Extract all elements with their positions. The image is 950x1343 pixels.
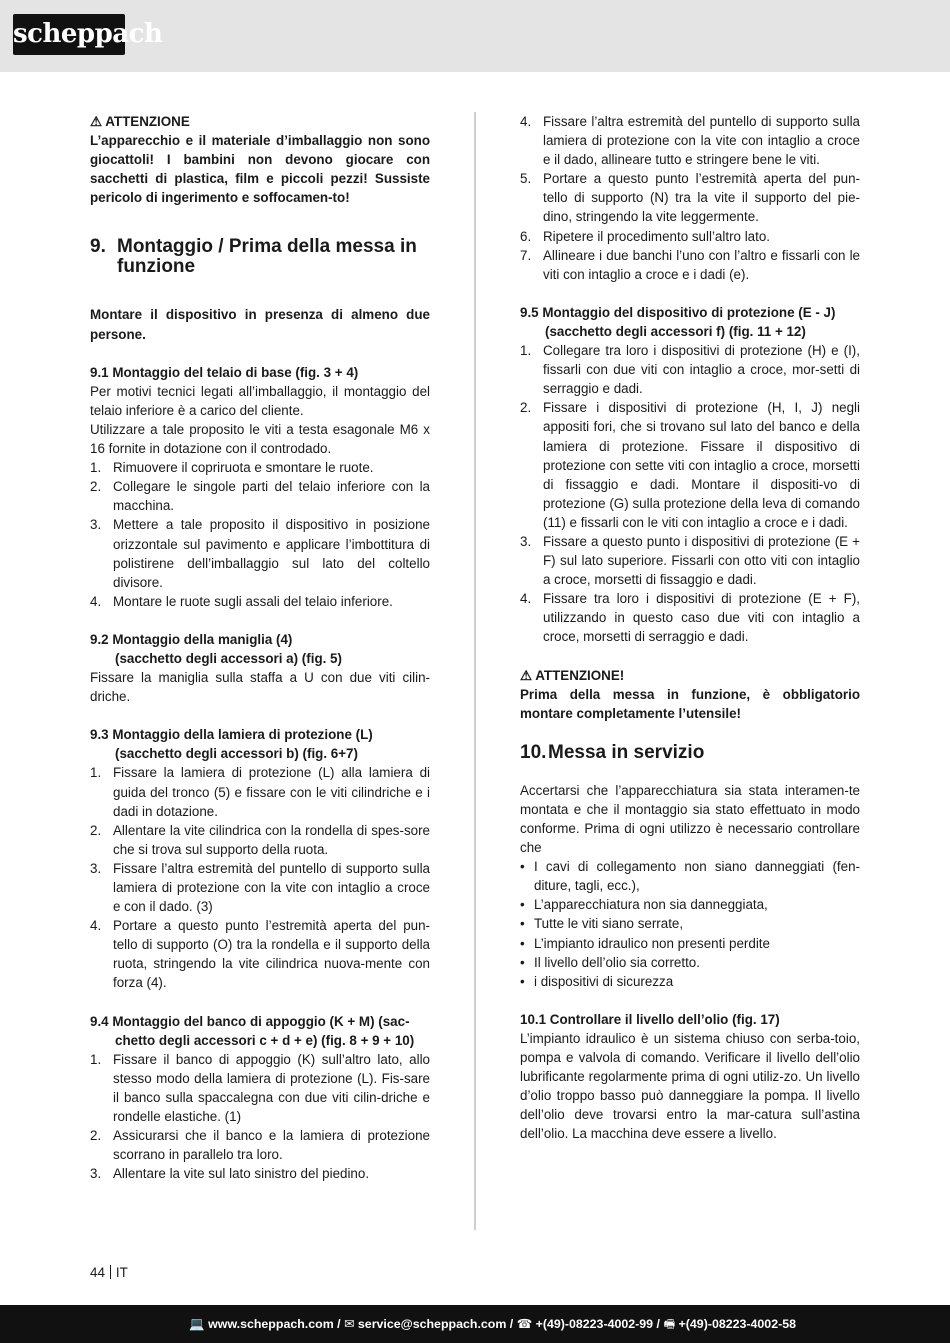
list-item: 4. Montare le ruote sugli assali del telaio inferiore. (90, 593, 393, 609)
subsection-10-1-title: 10.1 Controllare il livello dell’olio (fig. 17) (520, 1011, 780, 1027)
section-9-title: Montaggio / Prima della messa in funzione (117, 236, 417, 278)
list-item: 4. Fissare tra loro i dispositivi di protezione (E + F), utilizzando in questo caso due viti con intaglio a croce, morsetti di serraggio e dadi. (520, 591, 860, 645)
subsection-9-5-title: 9.5 Montaggio del dispositivo di protezione (E - J) (sacchetto degli accessori f) (fig. 11 + 12) (520, 304, 836, 339)
list-item: 2. Fissare i dispositivi di protezione (H, I, J) negli appositi fori, che si trovano sul lato del banco e della lamiera di protezione. Fissare il dispositivo di protezione con sette viti con intaglio a croce, morsetti di fissaggio e dadi. Montare il dispositi-vo di protezione (G) sulla protezione della leva di comando (11) e fissarli con le viti con intaglio a croce e i dadi. (520, 400, 860, 530)
subsection-9-3-title: 9.3 Montaggio della lamiera di protezione (L) (sacchetto degli accessori b) (fig. 6+7) (90, 727, 373, 762)
footer-fax: +(49)-08223-4002-58 (678, 1317, 796, 1331)
list-item: 2. Allentare la vite cilindrica con la rondella di spes-sore che si trova sul supporto della ruota. (90, 822, 430, 857)
footer-website-link[interactable]: www.scheppach.com / (208, 1317, 341, 1331)
list-item: 1. Fissare la lamiera di protezione (L) alla lamiera di guida del tronco (5) e fissare con le viti cilindriche e i dadi in dotazione. (90, 765, 430, 819)
subsection-10-1-para: L’impianto idraulico è un sistema chiuso con serba-toio, pompa e valvola di comando. Verificare il livello dell’olio lubrificante regolarmente prima di ogni utiliz-zo. Un livello d’olio troppo basso può danneggiare la pompa. Il livello dell’olio deve trovarsi entro la mar-catura sull’astina dell’olio. La macchina deve essere a livello. (520, 1030, 860, 1142)
footer-phone: +(49)-08223-4002-99 / (535, 1317, 660, 1331)
section-10-para: Accertarsi che l’apparecchiatura sia stata interamen-te montata e che il montaggio sia stato effettuato in modo conforme. Prima di ogni utilizzo è necessario controllare che (520, 782, 860, 856)
footer-email-link[interactable]: service@scheppach.com / (357, 1317, 514, 1331)
section-9-intro: Montare il dispositivo in presenza di almeno due persone. (90, 307, 430, 342)
section-9-heading (90, 237, 430, 277)
warning-2-text: Prima della messa in funzione, è obbligatorio montare completamente l’utensile! (520, 686, 860, 721)
fax-icon: 🖷 (663, 1317, 676, 1331)
left-column (90, 112, 430, 1183)
subsection-9-3-steps (90, 763, 430, 992)
computer-icon: 💻 (189, 1317, 205, 1331)
list-item: • Il livello dell’olio sia corretto. (520, 954, 700, 970)
column-divider (474, 112, 476, 1230)
subsection-9-5-steps (520, 341, 860, 647)
list-item: • Tutte le viti siano serrate, (520, 916, 684, 932)
subsection-9-1-para-1: Per motivi tecnici legati all’imballaggio, il montaggio del telaio inferiore è a carico del cliente. (90, 383, 430, 418)
subsection-9-4-steps-continued (520, 112, 860, 284)
page-number: 44 IT (90, 1265, 128, 1280)
list-item: • L’impianto idraulico non presenti perdite (520, 935, 770, 951)
subsection-9-1-para-2: Utilizzare a tale proposito le viti a testa esagonale M6 x 16 fornite in dotazione con il controdado. (90, 421, 430, 457)
list-item: 6. Ripetere il procedimento sull’altro lato. (520, 228, 771, 244)
list-item: 7. Allineare i due banchi l’uno con l’altro e fissarli con le viti con intaglio a croce e i dadi (e). (520, 247, 860, 282)
right-column (520, 112, 860, 1144)
section-10-number: 10. (520, 741, 547, 763)
list-item: 1. Rimuovere il copriruota e smontare le ruote. (90, 460, 374, 476)
subsection-9-4-title: 9.4 Montaggio del banco di appoggio (K + M) (sac- chetto degli accessori c + d + e) (fig. 8 + 9 + 10) (90, 1013, 415, 1048)
warning-title: ⚠ ATTENZIONE (90, 114, 190, 129)
list-item: 4. Portare a questo punto l’estremità aperta del pun-tello di supporto (O) tra la rondella e il supporto della ruota, stringendo la vite cilindrica nuova-mente con forza (4). (90, 918, 430, 991)
section-9-number: 9. (90, 236, 106, 258)
list-item: 5. Portare a questo punto l’estremità aperta del pun-tello di supporto (N) tra la vite il supporto del pie-dino, stringendo la vite leggermente. (520, 171, 860, 225)
list-item: 3. Allentare la vite sul lato sinistro del piedino. (90, 1166, 370, 1182)
list-item: 2. Assicurarsi che il banco e la lamiera di protezione scorrano in parallelo tra loro. (90, 1128, 430, 1163)
scheppach-logo: scheppach (13, 14, 125, 55)
list-item: 1. Collegare tra loro i dispositivi di protezione (H) e (I), fissarli con due viti con intaglio a croce, mor-setti di serraggio e dadi. (520, 343, 860, 397)
list-item: 1. Fissare il banco di appoggio (K) sull’altro lato, allo stesso modo della lamiera di protezione (L). Fis-sare il banco sulla spaccalegna con due viti cilin-driche e rondelle elastiche. (1) (90, 1051, 430, 1125)
subsection-9-2-title: 9.2 Montaggio della maniglia (4) (sacchetto degli accessori a) (fig. 5) (90, 631, 342, 666)
list-item: 3. Fissare l’altra estremità del puntello di supporto sulla lamiera di protezione con la vite con intaglio a croce e con il dado. (3) (90, 860, 430, 915)
subsection-9-2-para: Fissare la maniglia sulla staffa a U con due viti cilin-driche. (90, 670, 430, 705)
header-bar (0, 0, 950, 72)
list-item: 3. Fissare a questo punto i dispositivi di protezione (E + F) sul lato superiore. Fissarli con otto viti con intaglio a croce, morsetti di fissaggio e dadi. (520, 533, 860, 588)
list-item: • L’apparecchiatura non sia danneggiata, (520, 897, 768, 913)
subsection-9-4-steps (90, 1050, 430, 1184)
subsection-9-1-steps (90, 458, 430, 611)
list-item: • i dispositivi di sicurezza (520, 973, 674, 989)
phone-icon: ☎ (516, 1317, 533, 1331)
section-10-title: Messa in servizio (548, 741, 705, 763)
section-10-checklist (520, 857, 860, 991)
warning-text: L’apparecchio e il materiale d’imballaggio non sono giocattoli! I bambini non devono giocare con sacchetti di plastica, film e piccoli pezzi! Sussiste pericolo di ingerimento e soffocamen-to! (90, 133, 430, 206)
section-10-heading (520, 743, 860, 763)
list-item: 2. Collegare le singole parti del telaio inferiore con la macchina. (90, 479, 430, 514)
list-item: 3. Mettere a tale proposito il dispositivo in posizione orizzontale sul pavimento e applicare l’imbottitura di polistirene dell’imballaggio sul lato del coltello divisore. (90, 517, 430, 590)
warning-2-title: ⚠ ATTENZIONE! (520, 667, 625, 683)
list-item: 4. Fissare l’altra estremità del puntello di supporto sulla lamiera di protezione con la vite con intaglio a croce e il dado, allineare tutto e stringere bene le viti. (520, 114, 860, 168)
list-item: • I cavi di collegamento non siano danneggiati (fen-diture, tagli, ecc.), (520, 859, 860, 894)
mail-icon: ✉ (344, 1317, 355, 1331)
footer-bar (0, 1305, 950, 1343)
subsection-9-1-title: 9.1 Montaggio del telaio di base (fig. 3 + 4) (90, 364, 359, 380)
